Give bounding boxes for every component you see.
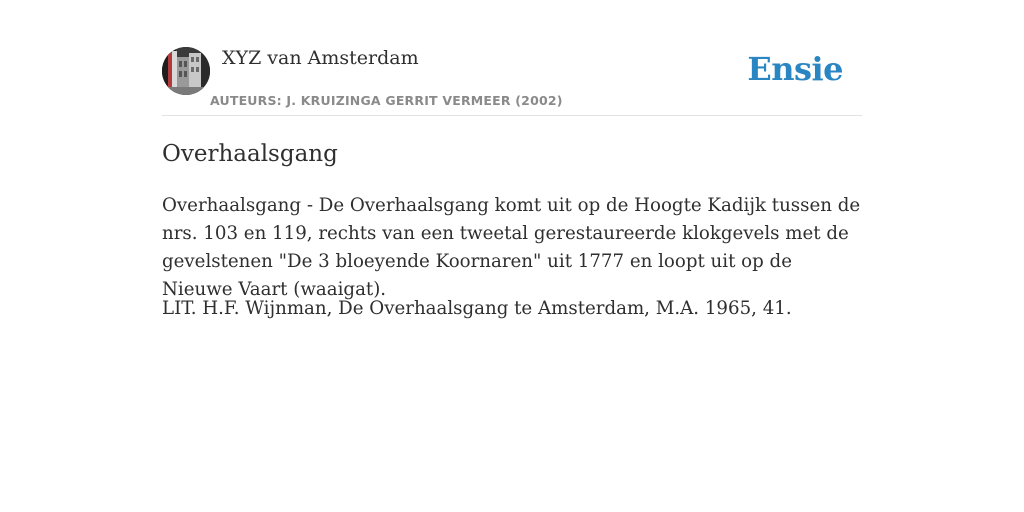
literature-reference: LIT. H.F. Wijnman, De Overhaalsgang te Amsterdam, M.A. 1965, 41. — [162, 298, 792, 319]
source-avatar[interactable] — [162, 47, 210, 95]
source-header — [162, 0, 862, 116]
page-container — [162, 0, 862, 319]
article-title: Overhaalsgang — [162, 141, 338, 167]
source-title-link[interactable]: XYZ van Amsterdam — [222, 47, 419, 69]
authors-line: AUTEURS: J. KRUIZINGA GERRIT VERMEER (2002) — [210, 93, 563, 108]
book-cover-image — [162, 47, 210, 95]
article-paragraph: Overhaalsgang - De Overhaalsgang komt uit op de Hoogte Kadijk tussen de nrs. 103 en 119, rechts van een tweetal gerestaureerde klokgevels met de gevelstenen "De 3 bloeyende Koornaren" uit 1777 en loopt uit op de Nieuwe Vaart (waaigat). — [162, 195, 861, 300]
ensie-logo-link[interactable]: Ensie — [747, 50, 843, 88]
